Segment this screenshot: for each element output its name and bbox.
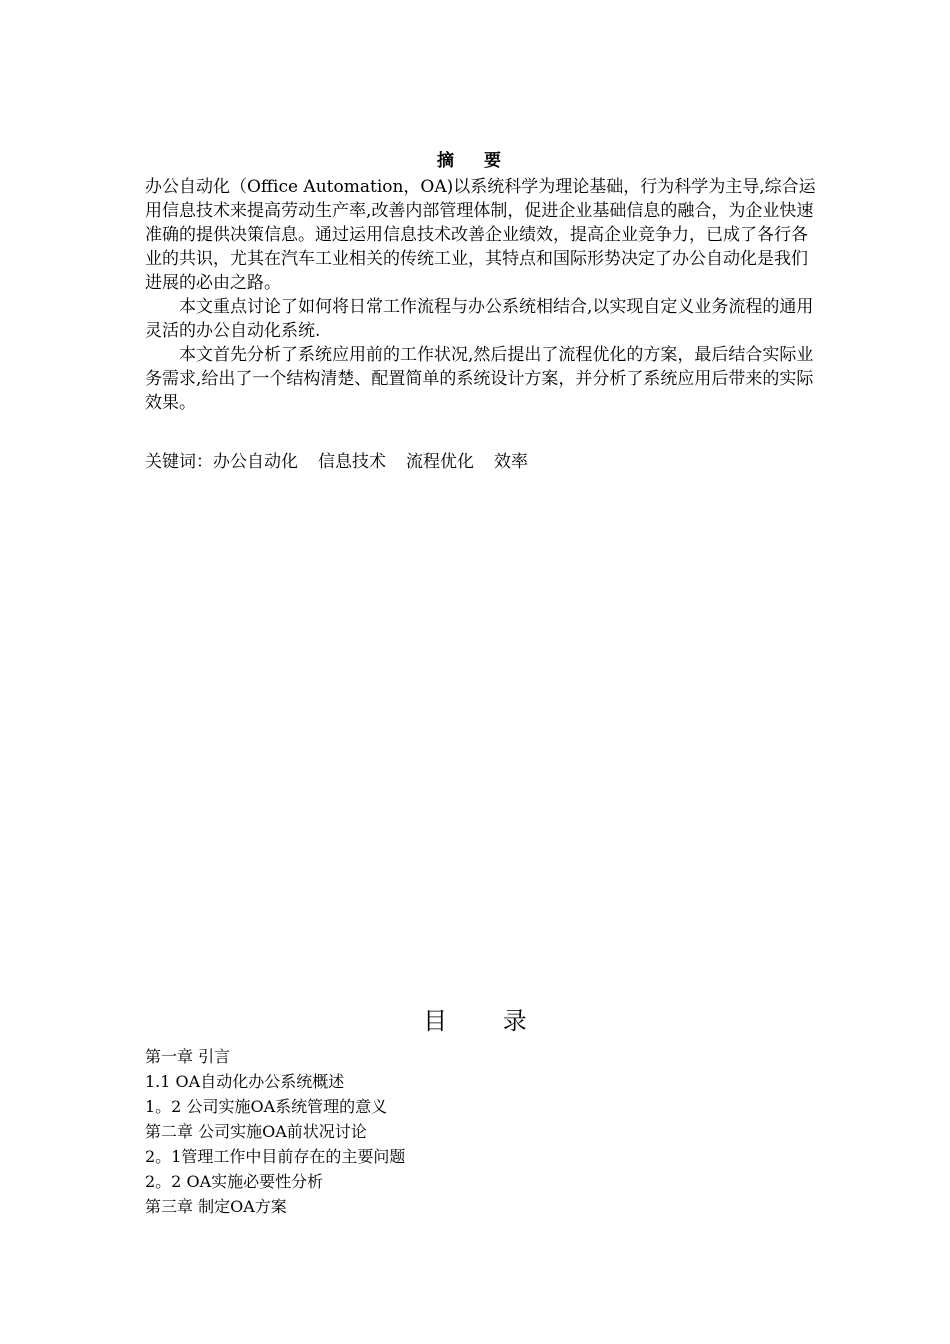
- abstract-body: [145, 175, 820, 415]
- table-of-contents: [145, 1044, 745, 1219]
- keyword: 效率: [494, 452, 528, 472]
- abstract-paragraph: 办公自动化（Office Automation，OA)以系统科学为理论基础，行为科学为主导,综合运用信息技术来提高劳动生产率,改善内部管理体制，促进企业基础信息的融合，为企业快速准确的提供决策信息。通过运用信息技术改善企业绩效，提高企业竞争力，已成了各行各业的共识，尤其在汽车工业相关的传统工业，其特点和国际形势决定了办公自动化是我们进展的必由之路。: [145, 177, 816, 293]
- toc-item: 第二章 公司实施OA前状况讨论: [145, 1122, 367, 1141]
- toc-item: 2。1管理工作中目前存在的主要问题: [145, 1147, 406, 1166]
- keyword: 办公自动化: [213, 452, 298, 472]
- keywords-line: [145, 450, 548, 474]
- toc-item: 2。2 OA实施必要性分析: [145, 1172, 324, 1191]
- abstract-paragraph: 本文重点讨论了如何将日常工作流程与办公系统相结合,以实现自定义业务流程的通用灵活的办公自动化系统.: [145, 297, 814, 341]
- abstract-title: 摘 要: [437, 151, 513, 171]
- toc-item: 第三章 制定OA方案: [145, 1197, 287, 1216]
- keyword: 信息技术: [318, 452, 386, 472]
- abstract-paragraph: 本文首先分析了系统应用前的工作状况,然后提出了流程优化的方案，最后结合实际业务需求,给出了一个结构清楚、配置简单的系统设计方案，并分析了系统应用后带来的实际效果。: [145, 345, 814, 413]
- toc-item: 1。2 公司实施OA系统管理的意义: [145, 1097, 388, 1116]
- toc-item: 1.1 OA自动化办公系统概述: [145, 1072, 345, 1091]
- keywords-label: 关键词：: [145, 452, 213, 472]
- keyword: 流程优化: [406, 452, 474, 472]
- toc-item: 第一章 引言: [145, 1047, 231, 1066]
- toc-title: 目 录: [423, 1007, 551, 1035]
